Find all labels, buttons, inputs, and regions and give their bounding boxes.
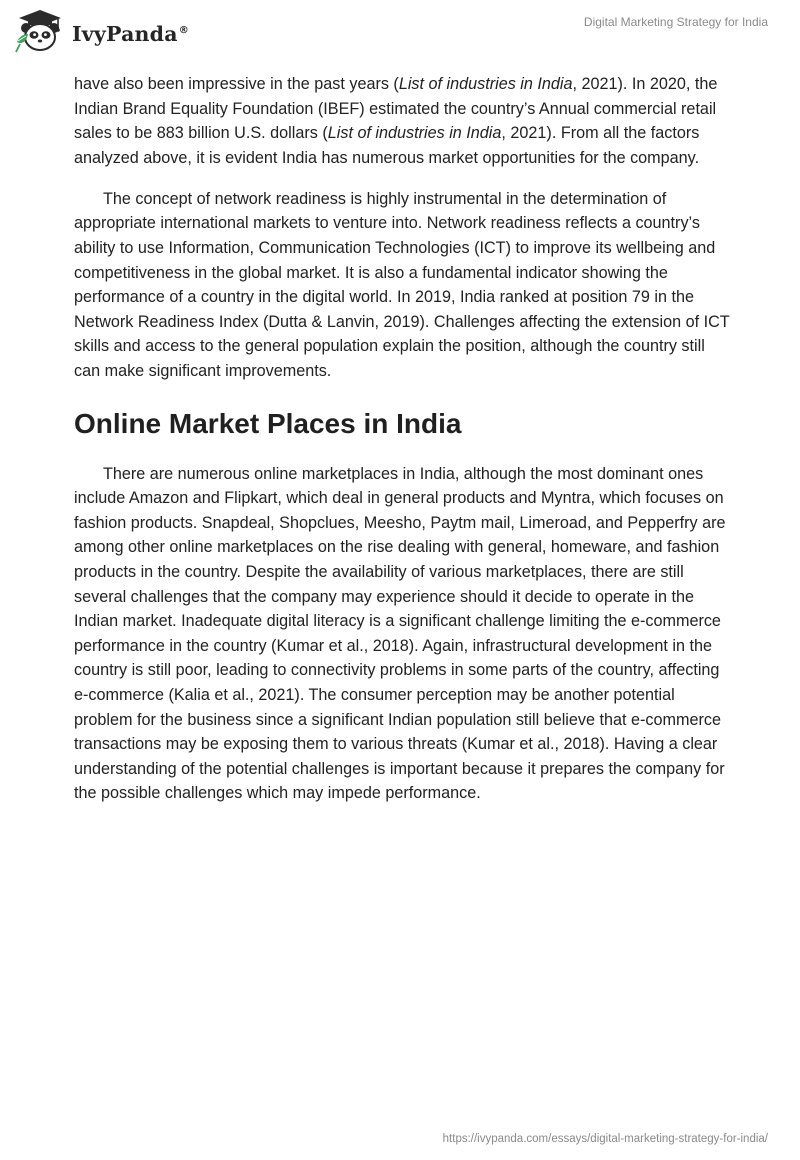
paragraph-network-readiness: The concept of network readiness is highly instrumental in the determination of appropriate international markets to venture into. Network readiness reflects a country’s ability to use Information, Communication Technologies (ICT) to improve its wellbeing and competitiveness in the global market. It is also a fundamental indicator showing the performance of a country in the digital world. In 2019, India ranked at position 79 in the Network Readiness Index (Dutta & Lanvin, 2019). Challenges affecting the extension of ICT skills and access to the general population explain the position, although the country still can make significant improvements.	[74, 189, 730, 381]
section-heading: Online Market Places in India	[74, 407, 462, 439]
paragraph-online-marketplaces: There are numerous online marketplaces in India, although the most dominant ones include Amazon and Flipkart, which deal in general products and Myntra, which focuses on fashion products. Snapdeal, Shopclues, Meesho, Paytm mail, Limeroad, and Pepperfry are among other online marketplaces on the rise dealing with general, homeware, and fashion products in the country. Despite the availability of various marketplaces, there are still several challenges that the company may experience should it decide to operate in the Indian market. Inadequate digital literacy is a significant challenge limiting the e-commerce performance in the country (Kumar et al., 2018). Again, infrastructural development in the country is still poor, leading to connectivity problems in some parts of the country, affecting e-commerce (Kalia et al., 2021). The consumer perception may be another potential problem for the business since a significant Indian population still believe that e-commerce transactions may be exposing them to various threats (Kumar et al., 2018). Having a clear understanding of the potential challenges is important because it prepares the company for the possible challenges which may impede performance.	[74, 464, 726, 803]
essay-body	[74, 72, 734, 806]
ivypanda-logo[interactable]	[14, 8, 189, 54]
page-header	[0, 0, 800, 62]
paragraph-market-opportunities: have also been impressive in the past years (List of industries in India, 2021). In 2020, the Indian Brand Equality Foundation (IBEF) estimated the country’s Annual commercial retail sales to be 883 billion U.S. dollars (List of industries in India, 2021). From all the factors analyzed above, it is evident India has numerous market opportunities for the company.	[74, 75, 718, 167]
panda-graduate-icon	[14, 8, 66, 54]
logo-wordmark: IvyPanda®	[72, 22, 189, 46]
citation-title: List of industries in India	[398, 75, 573, 93]
citation-title: List of industries in India	[327, 124, 502, 143]
document-title: Digital Marketing Strategy for India	[583, 15, 768, 29]
source-url[interactable]: https://ivypanda.com/essays/digital-marketing-strategy-for-india/	[442, 1133, 768, 1145]
